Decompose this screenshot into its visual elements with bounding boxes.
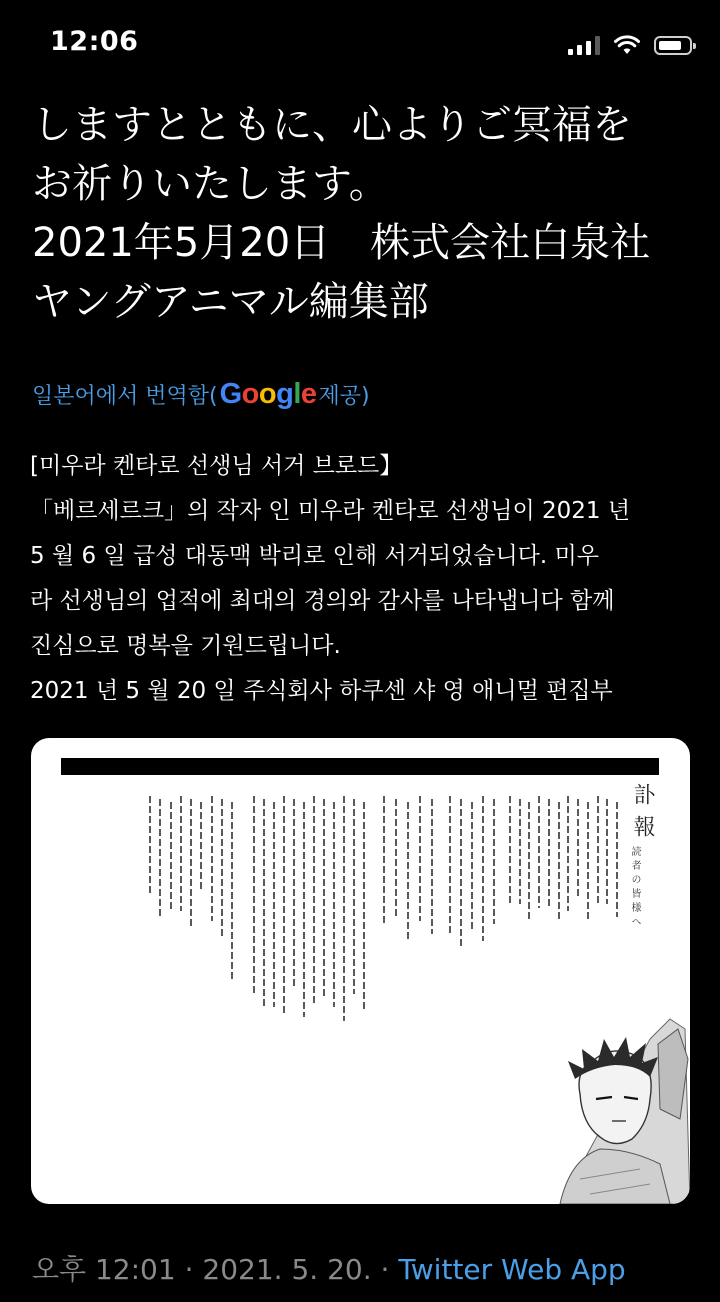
text-column [159,799,161,919]
text-column [253,796,255,996]
status-icons [568,30,692,60]
text-column [597,796,599,906]
jp-line: お祈りいたします。 [32,161,389,207]
text-column [449,796,451,936]
text-column [313,796,315,1006]
text-column [577,799,579,899]
wifi-icon [614,35,640,55]
ko-line: 라 선생님의 업적에 최대의 경의와 감사를 나타냅니다 함께 [30,588,615,614]
text-column [343,796,345,1021]
ko-line: [미우라 켄타로 선생님 서거 브로드】 [30,453,403,479]
text-column [211,796,213,921]
status-bar [0,0,720,88]
text-column [407,802,409,942]
text-column [509,796,511,906]
text-column [333,802,335,1007]
image-subtitle: 読者の皆様へ [629,846,640,930]
text-column [471,802,473,932]
text-column [519,799,521,904]
text-column [273,802,275,1007]
cellular-signal-icon [568,35,600,55]
google-logo: Google [219,378,317,410]
tweet-text-translated [30,444,700,714]
text-column [383,796,385,926]
jp-line: しますとともに、心よりご冥福を [32,102,632,148]
text-column [419,796,421,921]
text-column [303,802,305,1017]
manga-character-illustration [520,999,690,1204]
text-column [363,802,365,1012]
text-column [528,802,530,922]
text-column [606,799,608,904]
text-column [558,802,560,920]
text-column [263,799,265,1009]
text-column [567,796,569,911]
text-column [460,799,462,949]
text-column [493,799,495,924]
text-column [548,799,550,907]
tweet-image-obituary-notice[interactable] [31,738,690,1204]
tweet-time: 오후 12:01 [32,1253,176,1286]
jp-line: 2021年5月20日 株式会社白泉社 [32,220,651,266]
status-time: 12:06 [50,26,139,57]
image-header-bar [61,758,659,775]
ko-line: 5 월 6 일 급성 대동맥 박리로 인해 서거되었습니다. 미우 [30,543,599,569]
ko-line: 「베르세르크」의 작자 인 미우라 켄타로 선생님이 2021 년 [30,498,631,524]
text-column [190,799,192,929]
text-column [231,802,233,982]
image-title: 訃報 [630,783,655,847]
ko-line: 진심으로 명복을 기원드립니다. [30,633,341,659]
text-column [538,796,540,908]
jp-line: ヤングアニマル編集部 [32,279,429,325]
tweet-timestamp: 오후 12:01 · 2021. 5. 20. · Twitter Web App [32,1253,626,1286]
tweet-text-original [32,96,702,332]
ko-line: 2021 년 5 월 20 일 주식회사 하쿠센 샤 영 애니멀 편집부 [30,678,613,704]
text-column [353,799,355,994]
translated-by-google-link[interactable] [32,378,370,411]
text-column [616,802,618,917]
text-column [283,796,285,1016]
tweet-date: 2021. 5. 20. [202,1253,372,1286]
text-column [149,796,151,896]
text-column [293,799,295,989]
text-column [170,802,172,912]
text-column [180,796,182,911]
text-column [323,799,325,999]
text-column [221,799,223,939]
text-column [395,799,397,919]
battery-icon [654,36,692,55]
translation-prefix: 일본어에서 번역함( [32,384,218,409]
text-column [431,799,433,934]
tweet-source-app-link[interactable]: Twitter Web App [398,1253,626,1286]
translation-suffix: 제공) [318,384,370,409]
text-column [587,802,589,922]
text-column [200,802,202,892]
text-column [482,796,484,941]
